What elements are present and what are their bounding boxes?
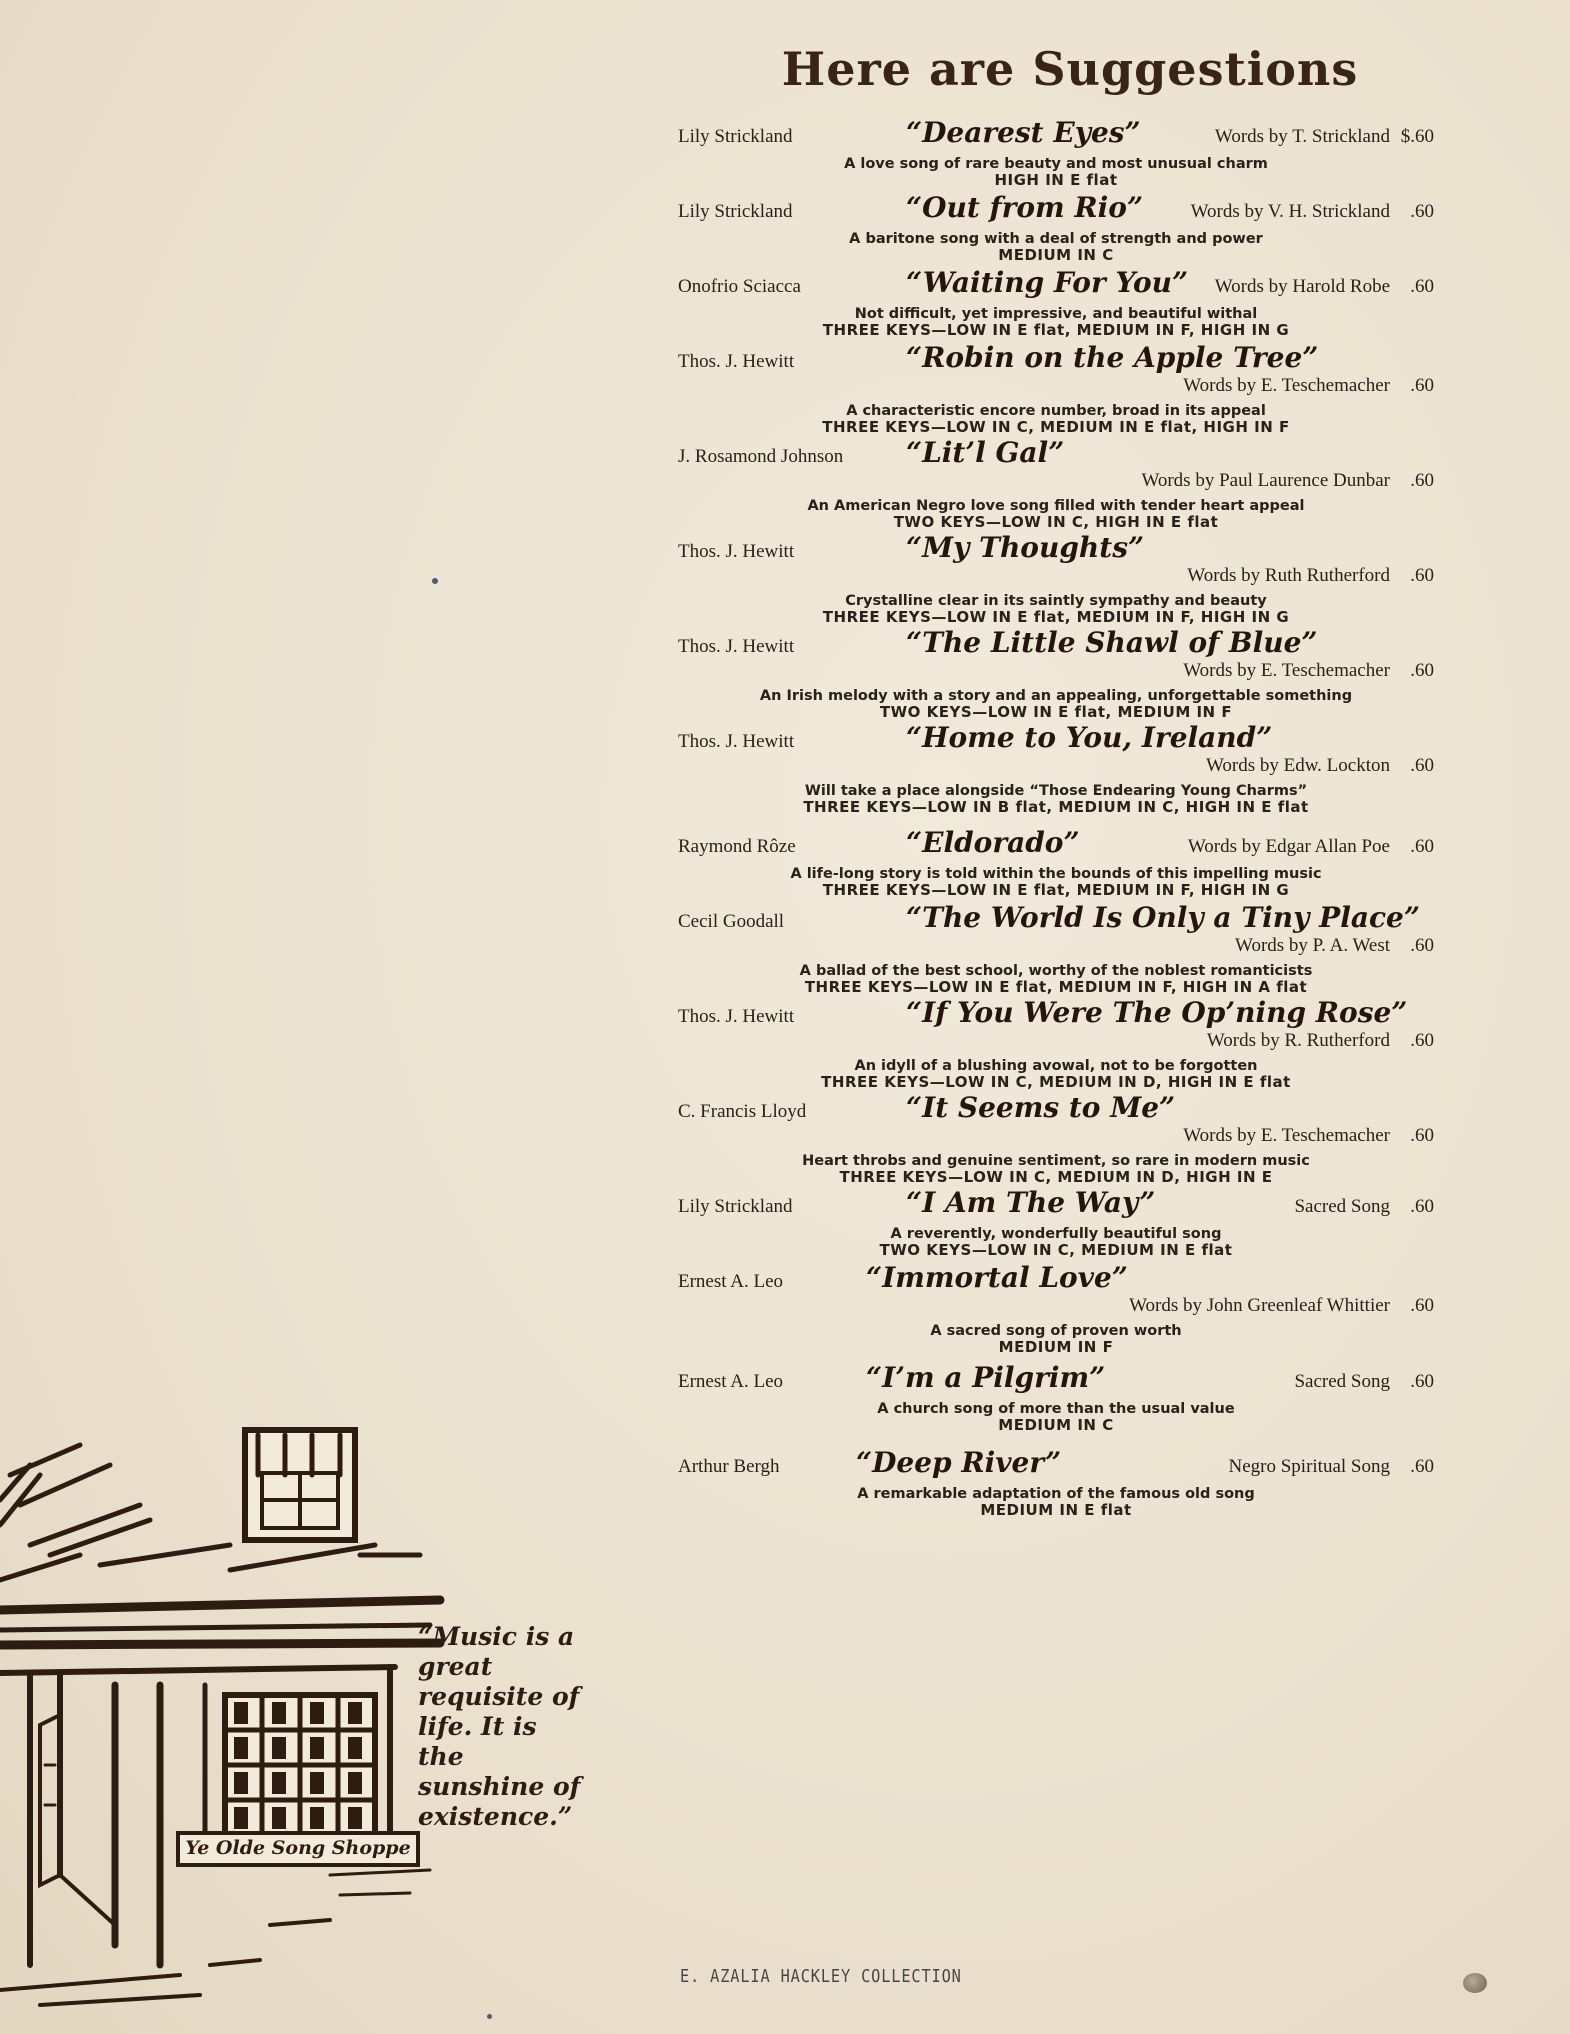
price: .60: [1410, 201, 1434, 222]
song-keys: HIGH IN E flat: [994, 171, 1118, 189]
song-keys: THREE KEYS—LOW IN E flat, MEDIUM IN F, HIGH IN G: [822, 881, 1290, 899]
lyricist: Words by E. Teschemacher: [1183, 1125, 1390, 1146]
song-entry: [676, 116, 1434, 195]
song-title: “Deep River”: [856, 1446, 1062, 1479]
lyricist: Words by T. Strickland: [1214, 126, 1390, 147]
composer-name: Arthur Bergh: [678, 1456, 780, 1477]
composer-name: Thos. J. Hewitt: [678, 1006, 795, 1027]
composer-name: Ernest A. Leo: [678, 1371, 784, 1392]
song-description: Not difficult, yet impressive, and beautiful withal: [854, 306, 1258, 322]
song-keys: THREE KEYS—LOW IN B flat, MEDIUM IN C, HIGH IN E flat: [803, 798, 1309, 816]
song-keys: MEDIUM IN C: [998, 1416, 1114, 1434]
price: .60: [1410, 276, 1434, 297]
lyricist: Words by Paul Laurence Dunbar: [1141, 470, 1390, 491]
lyricist: Words by John Greenleaf Whittier: [1129, 1295, 1390, 1316]
song-title: “The Little Shawl of Blue”: [906, 626, 1318, 659]
composer-name: Thos. J. Hewitt: [678, 541, 795, 562]
price: $.60: [1400, 126, 1434, 147]
song-title: “Home to You, Ireland”: [906, 721, 1273, 754]
pin-hole: [1463, 1973, 1487, 1993]
song-entry: [676, 996, 1434, 1100]
song-entry: [676, 1361, 1434, 1440]
price: .60: [1410, 1295, 1434, 1316]
composer-name: Ernest A. Leo: [678, 1271, 784, 1292]
song-title: “I’m a Pilgrim”: [866, 1361, 1106, 1394]
song-keys: THREE KEYS—LOW IN E flat, MEDIUM IN F, HIGH IN G: [822, 321, 1290, 339]
price: .60: [1410, 836, 1434, 857]
song-description: A church song of more than the usual value: [877, 1401, 1235, 1417]
price: .60: [1410, 755, 1434, 776]
song-entry: [676, 531, 1434, 635]
song-entry: [676, 1091, 1434, 1195]
lyricist: Words by Harold Robe: [1214, 276, 1390, 297]
song-entry: [676, 1261, 1434, 1365]
song-entry: [676, 626, 1434, 730]
song-title: “Eldorado”: [906, 826, 1080, 859]
lyricist: Negro Spiritual Song: [1228, 1456, 1390, 1477]
song-keys: MEDIUM IN F: [998, 1338, 1114, 1356]
price: .60: [1410, 1125, 1434, 1146]
song-keys: THREE KEYS—LOW IN E flat, MEDIUM IN F, HIGH IN G: [822, 608, 1290, 626]
lyricist: Words by R. Rutherford: [1206, 1030, 1390, 1051]
lyricist: Words by Edw. Lockton: [1205, 755, 1390, 776]
lyricist: Sacred Song: [1294, 1196, 1390, 1217]
composer-name: Raymond Rôze: [678, 836, 796, 857]
composer-name: Cecil Goodall: [678, 911, 785, 932]
song-title: “My Thoughts”: [906, 531, 1145, 564]
song-title: “Out from Rio”: [906, 191, 1144, 224]
composer-name: Thos. J. Hewitt: [678, 731, 795, 752]
composer-name: Lily Strickland: [678, 201, 793, 222]
song-title: “If You Were The Op’ning Rose”: [906, 996, 1408, 1029]
collection-stamp: E. AZALIA HACKLEY COLLECTION: [680, 1966, 962, 1987]
song-description: A ballad of the best school, worthy of the noblest romanticists: [799, 963, 1313, 979]
price: .60: [1410, 1196, 1434, 1217]
price: .60: [1410, 565, 1434, 586]
song-keys: THREE KEYS—LOW IN C, MEDIUM IN D, HIGH IN E flat: [821, 1073, 1291, 1091]
ink-dot: [487, 2014, 492, 2019]
shop-sign: Ye Olde Song Shoppe: [185, 1837, 411, 1859]
composer-name: Lily Strickland: [678, 1196, 793, 1217]
song-title: “Robin on the Apple Tree”: [906, 341, 1319, 374]
song-keys: MEDIUM IN E flat: [980, 1501, 1132, 1519]
song-keys: TWO KEYS—LOW IN C, MEDIUM IN E flat: [879, 1241, 1233, 1259]
lyricist: Words by E. Teschemacher: [1183, 375, 1390, 396]
song-description: A characteristic encore number, broad in its appeal: [846, 403, 1266, 419]
price: .60: [1410, 660, 1434, 681]
lyricist: Words by Ruth Rutherford: [1187, 565, 1390, 586]
lyricist: Words by V. H. Strickland: [1190, 201, 1390, 222]
song-description: A remarkable adaptation of the famous old song: [857, 1486, 1255, 1502]
song-description: An American Negro love song filled with tender heart appeal: [807, 498, 1305, 514]
price: .60: [1410, 375, 1434, 396]
song-description: An idyll of a blushing avowal, not to be forgotten: [854, 1058, 1258, 1074]
song-keys: THREE KEYS—LOW IN E flat, MEDIUM IN F, HIGH IN A flat: [804, 978, 1308, 996]
page-title: Here are Suggestions: [781, 42, 1359, 96]
song-description: A reverently, wonderfully beautiful song: [890, 1226, 1222, 1242]
composer-name: J. Rosamond Johnson: [678, 446, 844, 467]
price: .60: [1410, 470, 1434, 491]
price: .60: [1410, 1371, 1434, 1392]
song-entry: [676, 901, 1434, 1005]
song-keys: TWO KEYS—LOW IN C, HIGH IN E flat: [893, 513, 1219, 531]
song-description: A baritone song with a deal of strength and power: [849, 231, 1263, 247]
song-description: Heart throbs and genuine sentiment, so rare in modern music: [802, 1153, 1310, 1169]
song-entry: [676, 191, 1434, 270]
song-title: “The World Is Only a Tiny Place”: [906, 901, 1420, 934]
composer-name: Onofrio Sciacca: [678, 276, 801, 297]
lyricist: Words by E. Teschemacher: [1183, 660, 1390, 681]
song-title: “Lit’l Gal”: [906, 436, 1065, 469]
song-keys: TWO KEYS—LOW IN E flat, MEDIUM IN F: [879, 703, 1233, 721]
song-description: An Irish melody with a story and an appealing, unforgettable something: [759, 688, 1353, 704]
composer-name: Lily Strickland: [678, 126, 793, 147]
composer-name: Thos. J. Hewitt: [678, 636, 795, 657]
song-description: A life-long story is told within the bounds of this impelling music: [790, 866, 1322, 882]
song-keys: THREE KEYS—LOW IN C, MEDIUM IN E flat, HIGH IN F: [822, 418, 1290, 436]
song-entry: [676, 266, 1434, 345]
quote: “Music is a great requisite of life. It is the sunshine of existence.”: [418, 1622, 581, 1831]
lyricist: Sacred Song: [1294, 1371, 1390, 1392]
song-entry: [676, 436, 1434, 540]
song-entry: [676, 1446, 1434, 1525]
song-entry: [676, 1186, 1434, 1265]
song-entry: [676, 721, 1434, 825]
song-title: “I Am The Way”: [906, 1186, 1156, 1219]
song-keys: THREE KEYS—LOW IN C, MEDIUM IN D, HIGH IN E: [839, 1168, 1273, 1186]
song-title: “Dearest Eyes”: [906, 116, 1141, 149]
song-entry: [676, 826, 1434, 905]
lyricist: Words by Edgar Allan Poe: [1187, 836, 1390, 857]
composer-name: Thos. J. Hewitt: [678, 351, 795, 372]
song-entry: [676, 341, 1434, 445]
song-description: Crystalline clear in its saintly sympathy and beauty: [845, 593, 1267, 609]
lyricist: Words by P. A. West: [1235, 935, 1390, 956]
song-description: A love song of rare beauty and most unusual charm: [844, 156, 1268, 172]
price: .60: [1410, 1030, 1434, 1051]
song-description: Will take a place alongside “Those Endearing Young Charms”: [804, 783, 1308, 799]
ink-dot: [432, 578, 438, 584]
song-title: “Waiting For You”: [906, 266, 1189, 299]
song-description: A sacred song of proven worth: [930, 1323, 1182, 1339]
composer-name: C. Francis Lloyd: [678, 1101, 807, 1122]
price: .60: [1410, 935, 1434, 956]
song-title: “It Seems to Me”: [906, 1091, 1176, 1124]
song-keys: MEDIUM IN C: [998, 246, 1114, 264]
song-title: “Immortal Love”: [866, 1261, 1128, 1294]
price: .60: [1410, 1456, 1434, 1477]
